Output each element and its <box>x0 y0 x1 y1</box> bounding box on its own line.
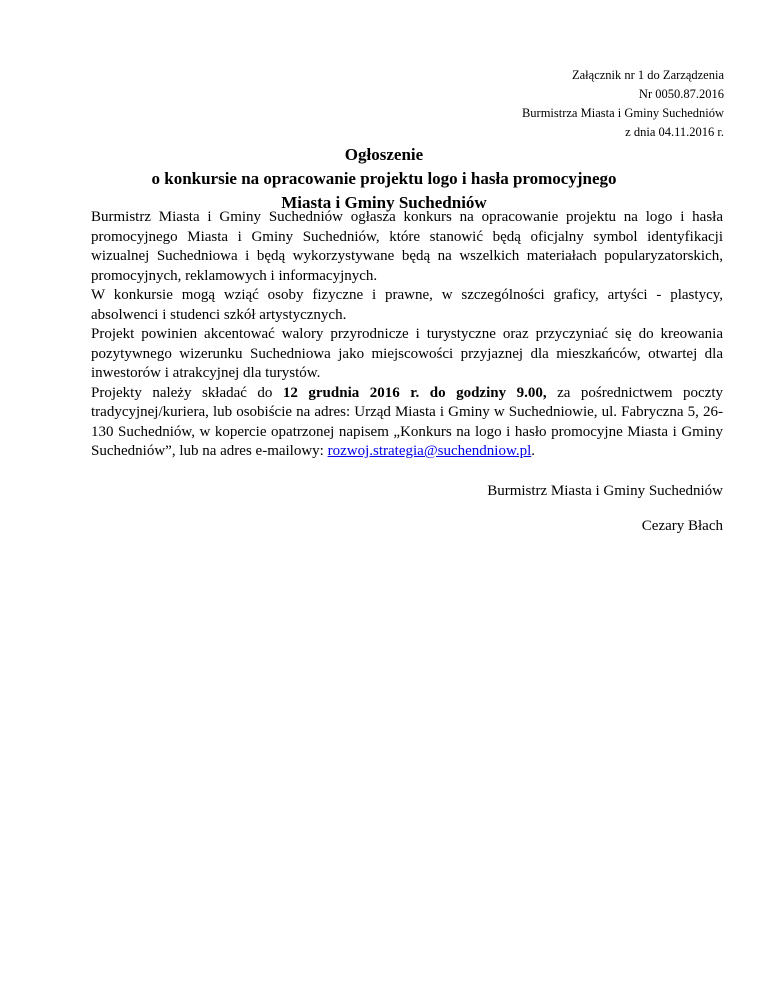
signatory-position: Burmistrz Miasta i Gminy Suchedniów <box>487 483 723 499</box>
announcement-body <box>91 208 723 462</box>
email-link[interactable]: rozwoj.strategia@suchendniow.pl <box>327 443 532 459</box>
header-line-1: Załącznik nr 1 do Zarządzenia <box>572 68 724 82</box>
paragraph-eligibility: W konkursie mogą wziąć osoby fizyczne i prawne, w szczególności graficy, artyści - plastycy, absolwenci i studenci szkół artystycznych. <box>91 287 723 323</box>
attachment-header <box>522 66 724 142</box>
submission-details: za pośrednictwem poczty tradycyjnej/kuriera, lub osobiście na adres: Urząd Miasta i Gminy w Suchedniowie, ul. Fabryczna 5, 26-130 Suchedniów, w kopercie opatrzonej napisem „Konkurs na logo i hasło promocyjne Miasta i Gminy Suchedniów”, lub na adres e-mailowy: <box>91 384 723 459</box>
title-line-3: Miasta i Gminy Suchedniów <box>281 193 487 212</box>
submission-intro: Projekty należy składać do <box>91 384 283 401</box>
title-line-2: o konkursie na opracowanie projektu logo i hasła promocyjnego <box>151 169 617 188</box>
header-line-2: Nr 0050.87.2016 <box>638 87 724 101</box>
header-line-4: z dnia 04.11.2016 r. <box>625 125 724 139</box>
paragraph-intro: Burmistrz Miasta i Gminy Suchedniów ogłasza konkurs na opracowanie projektu na logo i hasła promocyjnego Miasta i Gminy Suchedniów, które stanowić będą oficjalny symbol identyfikacji wizualnej Suchedniowa i będą wykorzystywane będą na wszelkich materiałach popularyzatorskich, promocyjnych, reklamowych i informacyjnych. <box>91 209 723 284</box>
paragraph-requirements: Projekt powinien akcentować walory przyrodnicze i turystyczne oraz przyczyniać się do kreowania pozytywnego wizerunku Suchedniowa jako miejscowości przyjaznej dla mieszkańców, otwartej dla inwestorów i atrakcyjnej dla turystów. <box>91 326 723 381</box>
signature-block <box>487 482 723 536</box>
header-line-3: Burmistrza Miasta i Gminy Suchedniów <box>521 106 724 120</box>
submission-deadline: 12 grudnia 2016 r. do godziny 9.00, <box>282 384 547 401</box>
paragraph-submission <box>91 384 723 462</box>
title-line-1: Ogłoszenie <box>344 145 424 164</box>
submission-end: . <box>531 443 535 459</box>
signatory-name: Cezary Błach <box>641 517 723 534</box>
announcement-title <box>0 143 768 215</box>
